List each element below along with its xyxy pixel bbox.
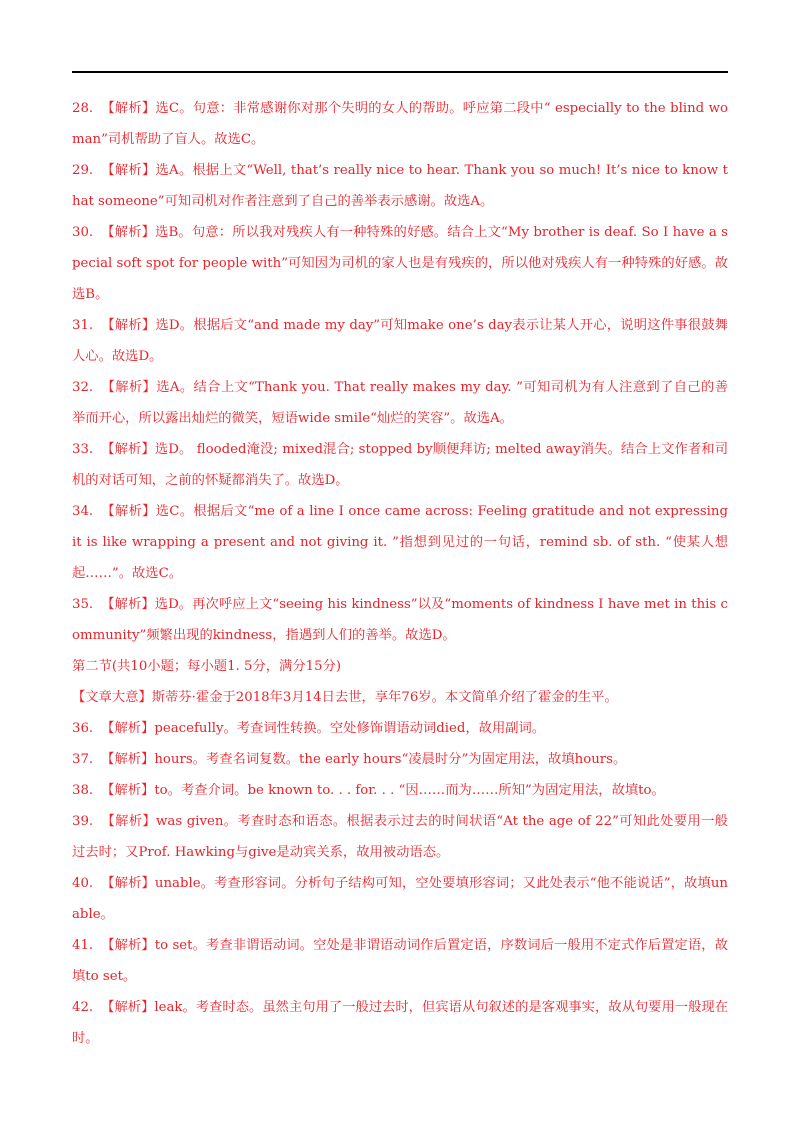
explanation-38 [72,775,728,806]
explanation-text: 【解析】was given。考查时态和语态。根据表示过去的时间状语“At the age of 22”可知此处要用一般过去时；又Prof. Hawking与give是动宾关系，故用被动语态。 [72,814,728,860]
question-number: 28. [72,101,94,116]
explanation-41 [72,930,728,992]
explanation-text: 【解析】选C。句意：非常感谢你对那个失明的女人的帮助。呼应第二段中“ especially to the blind woman”司机帮助了盲人。故选C。 [72,101,728,147]
explanation-text: 【解析】hours。考查名词复数。the early hours“凌晨时分”为固定用法，故填hours。 [101,752,627,767]
explanation-text: 【解析】to set。考查非谓语动词。空处是非谓语动词作后置定语，序数词后一般用不定式作后置定语，故填to set。 [72,938,728,984]
explanation-text: 【解析】选A。结合上文“Thank you. That really makes my day. ”可知司机为有人注意到了自己的善举而开心，所以露出灿烂的微笑，短语wide smile“灿烂的笑容”。故选A。 [72,380,728,426]
explanation-text: 【解析】选A。根据上文“Well, that’s really nice to hear. Thank you so much! It’s nice to know that someone”可知司机对作者注意到了自己的善举表示感谢。故选A。 [72,163,728,209]
explanation-28 [72,93,728,155]
question-number: 42. [72,1000,94,1015]
explanation-text: 【解析】选B。句意：所以我对残疾人有一种特殊的好感。结合上文“My brother is deaf. So I have a special soft spot for people with”可知因为司机的家人也是有残疾的，所以他对残疾人有一种特殊的好感。故选B。 [72,225,728,302]
header-rule [72,71,728,73]
explanation-text: 【解析】选D。根据后文“and made my day”可知make one’s day表示让某人开心，说明这件事很鼓舞人心。故选D。 [72,318,728,364]
explanation-text: 【解析】选C。根据后文“me of a line I once came across: Feeling gratitude and not expressing it is like wrapping a present and not giving it. ”指想到见过的一句话，remind sb. of sth. “使某人想起……”。故选C。 [72,504,728,581]
explanation-30 [72,217,728,310]
question-number: 36. [72,721,94,736]
explanation-39 [72,806,728,868]
section-heading-text: 第二节(共10小题；每小题1. 5分，满分15分) [72,659,342,674]
explanation-29 [72,155,728,217]
explanation-text: 【解析】选D。 flooded淹没; mixed混合; stopped by顺便拜访; melted away消失。结合上文作者和司机的对话可知，之前的怀疑都消失了。故选D。 [72,442,728,488]
explanation-35 [72,589,728,651]
question-number: 41. [72,938,94,953]
explanation-33 [72,434,728,496]
question-number: 39. [72,814,94,829]
explanation-36 [72,713,728,744]
question-number: 32. [72,380,94,395]
explanation-text: 【解析】peacefully。考查词性转换。空处修饰谓语动词died，故用副词。 [101,721,546,736]
section-heading [72,651,728,682]
question-number: 29. [72,163,94,178]
question-number: 35. [72,597,94,612]
explanation-32 [72,372,728,434]
explanation-42 [72,992,728,1054]
explanation-37 [72,744,728,775]
question-number: 30. [72,225,94,240]
explanation-text: 【解析】选D。再次呼应上文“seeing his kindness”以及“moments of kindness I have met in this community”频繁出现的kindness，指遇到人们的善举。故选D。 [72,597,728,643]
answer-explanations [72,93,728,1054]
question-number: 34. [72,504,94,519]
question-number: 38. [72,783,94,798]
explanation-text: 【解析】to。考查介词。be known to. . . for. . . “因……而为……所知”为固定用法，故填to。 [101,783,665,798]
explanation-34 [72,496,728,589]
question-number: 40. [72,876,94,891]
question-number: 37. [72,752,94,767]
explanation-text: 【解析】unable。考查形容词。分析句子结构可知，空处要填形容词；又此处表示“他不能说话”，故填unable。 [72,876,728,922]
article-summary-text: 【文章大意】斯蒂芬·霍金于2018年3月14日去世，享年76岁。本文简单介绍了霍金的生平。 [72,690,618,705]
question-number: 33. [72,442,94,457]
article-summary [72,682,728,713]
explanation-text: 【解析】leak。考查时态。虽然主句用了一般过去时，但宾语从句叙述的是客观事实，故从句要用一般现在时。 [72,1000,728,1046]
question-number: 31. [72,318,94,333]
explanation-31 [72,310,728,372]
explanation-40 [72,868,728,930]
